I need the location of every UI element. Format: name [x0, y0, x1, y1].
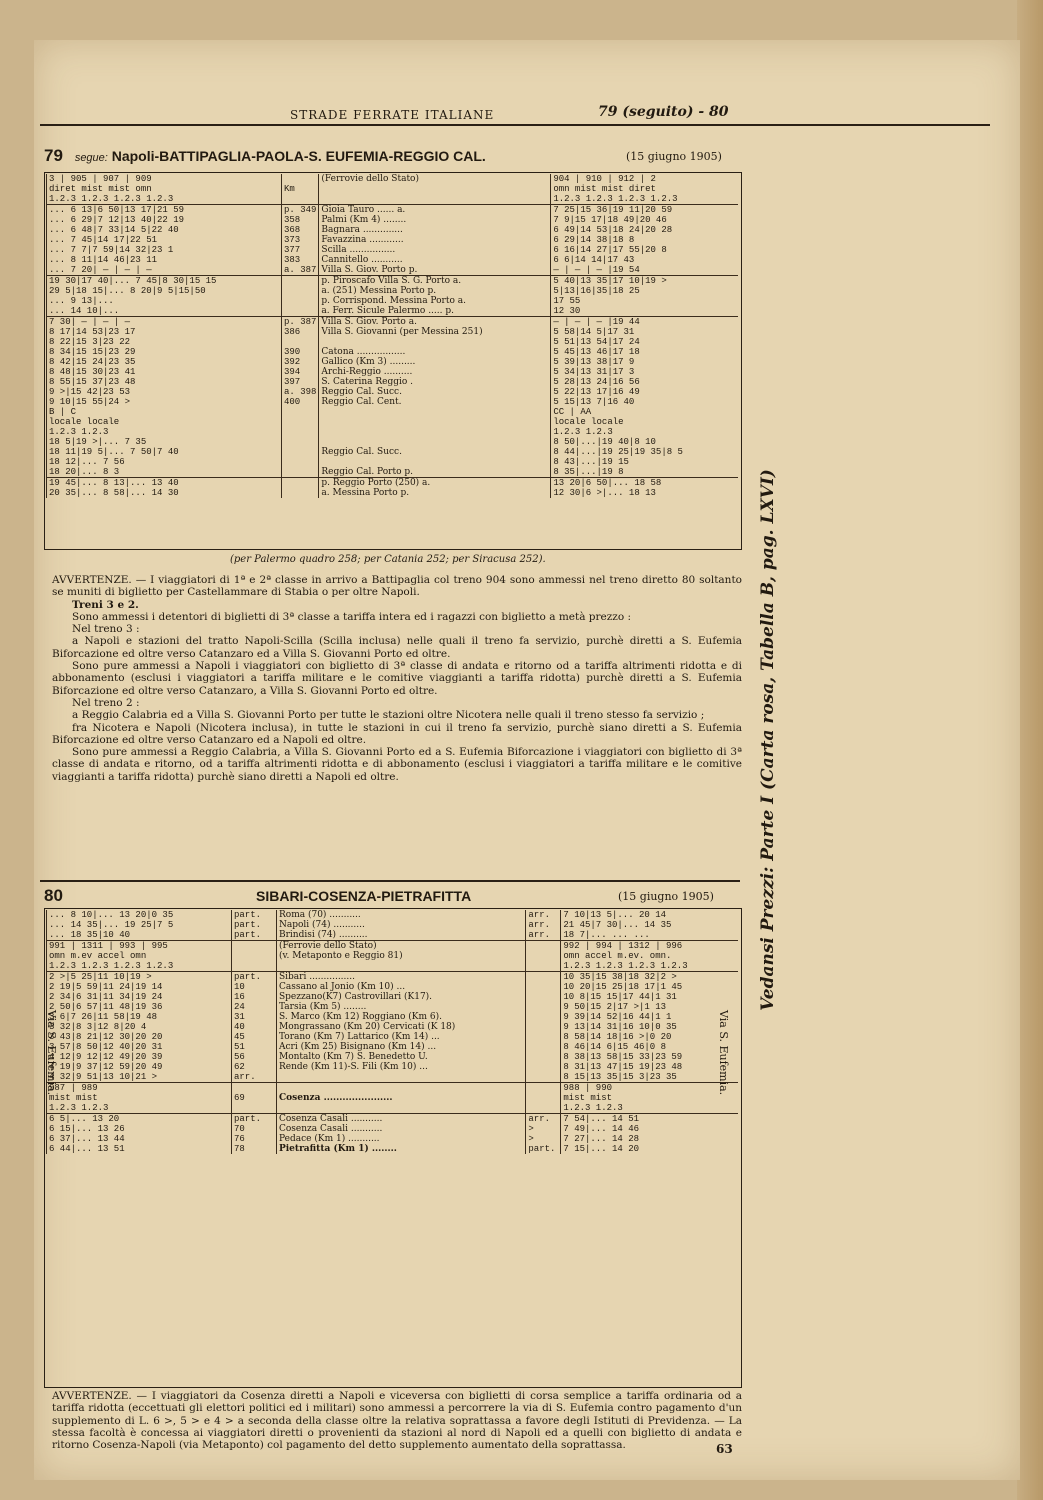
table-row: 18 20|... 8 3 Reggio Cal. Porto p. 8 35|...|19 8 [47, 467, 739, 478]
section-80-title: SIBARI-COSENZA-PIETRAFITTA [256, 888, 472, 904]
section-number: 79 [44, 146, 63, 165]
col-header-right: 904 | 910 | 912 | 2 [551, 174, 738, 184]
header-rule [40, 124, 990, 126]
col-header-left-type: diret mist mist omn [47, 184, 282, 194]
table-row: 18 11|19 5|... 7 50|7 40 Reggio Cal. Succ. 8 44|...|19 25|19 35|8 5 [47, 447, 739, 457]
table-row: 6 44|... 13 51 78 Pietrafitta (Km 1) ........ part. 7 15|... 14 20 [47, 1144, 739, 1154]
section-rule [40, 880, 740, 882]
table-row: 2 50|6 57|11 48|19 36 24 Tarsia (Km 5) ........ 9 50|15 2|17 >|1 13 [47, 1002, 739, 1012]
table-row: 3 32|8 3|12 8|20 4 40 Mongrassano (Km 20) Cervicati (K 18) 9 13|14 31|16 10|0 35 [47, 1022, 739, 1032]
notice-80: AVVERTENZE. — I viaggiatori da Cosenza diretti a Napoli e viceversa con biglietti di corsa semplice a tariffa ordinaria od a tariffa ridotta (eccettuati gli elettori politici ed i militari) sono ammessi a percorrere la via di S. Eufemia contro pagamento d'un supplemento di L. 6 >, 5 > e 4 > a seconda della classe oltre la relativa soprattassa a favore degli Istituti di Previdenza. — La stessa facoltà è concessa ai viaggiatori diretti o provenienti da stazioni al nord di Napoli ed a quelli con biglietto di andata e ritorno Cosenza-Napoli (via Metaponto) col pagamento del detto supplemento aumentato della soprattassa. [52, 1390, 742, 1452]
table-row: 6 5|... 13 20 part. Cosenza Casali ........... arr. 7 54|... 14 51 [47, 1114, 739, 1125]
prices-reference: Vedansi Prezzi: Parte I (Carta rosa, Tabella B, pag. LXVI) [758, 469, 778, 1011]
table-row: 8 48|15 30|23 41 394 Archi-Reggio .......... 5 34|13 31|17 3 [47, 367, 739, 377]
page-number: 63 [716, 1442, 733, 1456]
notice-paragraph: Nel treno 2 : [72, 696, 140, 709]
col-header-right-class: 1.2.3 1.2.3 1.2.3 1.2.3 [551, 194, 738, 205]
table-row: ... 6 48|7 33|14 5|22 40 368 Bagnara .............. 6 49|14 53|18 24|20 28 [47, 225, 739, 235]
table-row: 8 55|15 37|23 48 397 S. Caterina Reggio . 5 28|13 24|16 56 [47, 377, 739, 387]
local-header: 1.2.3 1.2.3 1.2.3 1.2.3 [47, 427, 739, 437]
notice-paragraph: Sono ammessi i detentori di biglietti di 3ª classe a tariffa intera ed i ragazzi con biglietto a metà prezzo : [72, 610, 632, 623]
local-header: locale locale locale locale [47, 417, 739, 427]
table-row: 8 34|15 15|23 29 390 Catona ................. 5 45|13 46|17 18 [47, 347, 739, 357]
segue-label: segue: [74, 152, 108, 164]
col-header-left: 3 | 905 | 907 | 909 [47, 174, 282, 184]
timetable-80: ... 8 10|... 13 20|0 35 part. Roma (70) ........... arr. 7 10|13 5|... 20 14 ... 14 35|... 19 25|7 5 part. Napoli (74) ........... arr. 21 45|7 30|... 14 35 ... 18 35|10 40 part. Brindisi (74) .......... arr. 18 7|... ... ... 991 | 1311 | 993 | 995 (Ferrovie dello Stato) 992 | 994 | 1312 | 996 omn m.ev accel omn (v. Metaponto e Reggio 81) omn accel m.ev. omn. 1.2.3 1.2.3 1.2.3 1.2.3 1.2.3 1.2.3 1.2.3 1.2.3 2 >|5 25|11 10|19 > part. Sibari ................ 10 35|15 38|18 32|2 > 2 19|5 59|11 24|19 14 10 Cassano al Jonio (Km 10) ... 10 20|15 25|18 17|1 45 2 34|6 31|11 34|19 24 16 Spezzano(K7) Castrovillari (K17). 10 8|15 15|17 44|1 31 2 50|6 57|11 48|19 36 24 Tarsia (Km 5) ........ 9 50|15 2|17 >|1 13 3 6|7 26|11 58|19 48 31 S. Marco (Km 12) Roggiano (Km 6). 9 39|14 52|16 44|1 1 3 32|8 3|12 8|20 4 40 Mongrassano (Km 20) Cervicati (K 18) 9 13|14 31|16 10|0 35 3 43|8 21|12 30|20 20 45 Torano (Km 7) Lattarico (Km 14) ... 8 58|14 18|16 >|0 20 3 57|8 50|12 40|20 31 51 Acri (Km 25) Bisignano (Km 14) ... 8 46|14 6|15 46|0 8 4 12|9 12|12 49|20 39 56 Montalto (Km 7) S. Benedetto U. 8 38|13 58|15 33|23 59 4 19|9 37|12 59|20 49 62 Rende (Km 11)-S. Fili (Km 10) ... 8 31|13 47|15 19|23 48 4 32|9 51|13 10|21 > arr. 8 15|13 35|15 3|23 35 987 | 989 988 | 990 mist mist 69 Cosenza ...................... mist mist 1.2.3 1.2.3 1.2.3 1.2.3 6 5|... 13 20 part. Cosenza Casali ........... arr. 7 54|... 14 51 6 15|... 13 26 70 Cosenza Casali ........... > 7 49|... 14 46 6 37|... 13 44 76 Pedace (Km 1) ........... > 7 27|... 14 28 6 44|... 13 51 78 Pietrafitta (Km 1) ........ part. 7 15|... 14 20 [46, 910, 738, 1154]
side-label [748, 350, 778, 1150]
table-row: 4 12|9 12|12 49|20 39 56 Montalto (Km 7) S. Benedetto U. 8 38|13 58|15 33|23 59 [47, 1052, 739, 1062]
ferry-row: ... 14 10|... a. Ferr. Sicule Palermo ..... p. 12 30 [47, 306, 739, 317]
ferry-row: 29 5|18 15|... 8 20|9 5|15|50 a. (251) Messina Porto p. 5|13|16|35|18 25 [47, 286, 739, 296]
table-row: 3 6|7 26|11 58|19 48 31 S. Marco (Km 12) Roggiano (Km 6). 9 39|14 52|16 44|1 1 [47, 1012, 739, 1022]
table-row: 8 42|15 24|23 35 392 Gallico (Km 3) ......... 5 39|13 38|17 9 [47, 357, 739, 367]
table-row: 7 30| — | — | — p. 387 Villa S. Giov. Porto a. — | — | — |19 44 [47, 317, 739, 328]
notice-79 [52, 574, 742, 783]
table-row: ... 14 35|... 19 25|7 5 part. Napoli (74) ........... arr. 21 45|7 30|... 14 35 [47, 920, 739, 930]
table-row: 4 19|9 37|12 59|20 49 62 Rende (Km 11)-S. Fili (Km 10) ... 8 31|13 47|15 19|23 48 [47, 1062, 739, 1072]
table-row: 2 19|5 59|11 24|19 14 10 Cassano al Jonio (Km 10) ... 10 20|15 25|18 17|1 45 [47, 982, 739, 992]
table-row: 18 5|19 >|... 7 35 8 50|...|19 40|8 10 [47, 437, 739, 447]
notice-paragraph: a Napoli e stazioni del tratto Napoli-Scilla (Scilla inclusa) nelle quali il treno fa servizio, purchè diretti a S. Eufemia Biforcazione ed oltre verso Catanzaro ed a Villa S. Giovanni Porto ed oltre. [52, 635, 742, 660]
notice-paragraph: Sono pure ammessi a Reggio Calabria, a Villa S. Giovanni Porto ed a S. Eufemia Biforcazione i viaggiatori con biglietto di 3ª classe di andata e ritorno, od a tariffa altrimenti ridotta e di abbonamento (esclusi i viaggiatori a tariffa militare e le comitive viaggianti a tariffa ridotta) purchè siano diretti a Napoli ed oltre. [52, 746, 742, 783]
section-79-title [44, 146, 486, 166]
book-spine [1017, 0, 1043, 1500]
col-header-admin: (Ferrovie dello Stato) [319, 174, 551, 184]
ferry-row: 20 35|... 8 58|... 14 30 a. Messina Porto p. 12 30|6 >|... 18 13 [47, 488, 739, 498]
table-row: 8 17|14 53|23 17 386 Villa S. Giovanni (per Messina 251) 5 58|14 5|17 31 [47, 327, 739, 337]
table-row: ... 8 10|... 13 20|0 35 part. Roma (70) ........... arr. 7 10|13 5|... 20 14 [47, 910, 739, 920]
table-row: 3 43|8 21|12 30|20 20 45 Torano (Km 7) Lattarico (Km 14) ... 8 58|14 18|16 >|0 20 [47, 1032, 739, 1042]
ferry-row: ... 9 13|... p. Corrispond. Messina Porto a. 17 55 [47, 296, 739, 306]
notice-paragraph: Nel treno 3 : [72, 623, 140, 636]
running-header: STRADE FERRATE ITALIANE [290, 108, 495, 122]
table-row: 6 15|... 13 26 70 Cosenza Casali ........... > 7 49|... 14 46 [47, 1124, 739, 1134]
col-header-left-class: 1.2.3 1.2.3 1.2.3 1.2.3 [47, 194, 282, 205]
timetable-79-footnote: (per Palermo quadro 258; per Catania 252; per Siracusa 252). [230, 554, 546, 565]
section-79-date: (15 giugno 1905) [626, 150, 722, 163]
via-label-right: Via S. Eufemia. [717, 1010, 730, 1096]
table-row: 4 32|9 51|13 10|21 > arr. 8 15|13 35|15 3|23 35 [47, 1072, 739, 1083]
table-row: ... 6 29|7 12|13 40|22 19 358 Palmi (Km 4) ........ 7 9|15 17|18 49|20 46 [47, 215, 739, 225]
table-row: 18 12|... 7 56 8 43|...|19 15 [47, 457, 739, 467]
table-row: 6 37|... 13 44 76 Pedace (Km 1) ........... > 7 27|... 14 28 [47, 1134, 739, 1144]
km-label: Km [282, 184, 319, 194]
ferry-row: 19 30|17 40|... 7 45|8 30|15 15 p. Piroscafo Villa S. G. Porto a. 5 40|13 35|17 10|19 > [47, 276, 739, 287]
ferry-row: 19 45|... 8 13|... 13 40 p. Reggio Porto (250) a. 13 20|6 50|... 18 58 [47, 478, 739, 489]
table-row: ... 7 45|14 17|22 51 373 Favazzina ............ 6 29|14 38|18 8 [47, 235, 739, 245]
notice-paragraph: fra Nicotera e Napoli (Nicotera inclusa), in tutte le stazioni in cui il treno fa servizio, purchè siano diretti a S. Eufemia Biforcazione ed oltre verso Catanzaro ed a Napoli ed oltre. [52, 721, 742, 746]
notice-paragraph: Treni 3 e 2. [72, 598, 139, 611]
route-name: Napoli-BATTIPAGLIA-PAOLA-S. EUFEMIA-REGGIO CAL. [111, 148, 486, 164]
notice-paragraph: a Reggio Calabria ed a Villa S. Giovanni Porto per tutte le stazioni oltre Nicotera nelle quali il treno stesso fa servizio ; [72, 709, 705, 722]
table-row: ... 7 7|7 59|14 32|23 1 377 Scilla ................ 6 16|14 27|17 55|20 8 [47, 245, 739, 255]
col-header-right-type: omn mist mist diret [551, 184, 738, 194]
table-row: ... 7 20| — | — | — a. 387 Villa S. Giov. Porto p. — | — | — |19 54 [47, 265, 739, 276]
via-label-left: Via S. Eufemia. [45, 1010, 58, 1096]
table-row: ... 18 35|10 40 part. Brindisi (74) .......... arr. 18 7|... ... ... [47, 930, 739, 941]
table-row: ... 8 11|14 46|23 11 383 Cannitello ........... 6 6|14 14|17 43 [47, 255, 739, 265]
timetable-79 [46, 174, 738, 498]
table-row: 2 34|6 31|11 34|19 24 16 Spezzano(K7) Castrovillari (K17). 10 8|15 15|17 44|1 31 [47, 992, 739, 1002]
table-row: 8 22|15 3|23 22 5 51|13 54|17 24 [47, 337, 739, 347]
table-row: 9 10|15 55|24 > 400 Reggio Cal. Cent. 5 15|13 7|16 40 [47, 397, 739, 407]
notice-paragraph: Sono pure ammessi a Napoli i viaggiatori con biglietto di 3ª classe di andata e ritorno od a tariffa altrimenti ridotta e di abbonamento (esclusi i viaggiatori a tariffa militare e le comitive viaggianti a tariffa ridotta) purchè diretti a S. Eufemia Biforcazione ed oltre verso Catanzaro, a Villa S. Giovanni Porto ed oltre. [52, 660, 742, 697]
section-80-date: (15 giugno 1905) [618, 890, 714, 903]
notice-paragraph: AVVERTENZE. — I viaggiatori di 1ª e 2ª classe in arrivo a Battipaglia col treno 904 sono ammessi nel treno diretto 80 soltanto se muniti di biglietto per Castellammare di Stabia o per oltre Napoli. [52, 574, 742, 599]
col-header-km [282, 174, 319, 184]
table-row: 9 >|15 42|23 53 a. 398 Reggio Cal. Succ. 5 22|13 17|16 49 [47, 387, 739, 397]
table-row: 2 >|5 25|11 10|19 > part. Sibari ................ 10 35|15 38|18 32|2 > [47, 972, 739, 983]
local-header: B | C CC | AA [47, 407, 739, 417]
cosenza-station: Cosenza ...................... [277, 1093, 526, 1103]
page-range: 79 (seguito) - 80 [598, 104, 729, 120]
table-row: ... 6 13|6 50|13 17|21 59 p. 349 Gioia Tauro ...... a. 7 25|15 36|19 11|20 59 [47, 205, 739, 216]
table-row: 3 57|8 50|12 40|20 31 51 Acri (Km 25) Bisignano (Km 14) ... 8 46|14 6|15 46|0 8 [47, 1042, 739, 1052]
section-80-number: 80 [44, 886, 63, 905]
